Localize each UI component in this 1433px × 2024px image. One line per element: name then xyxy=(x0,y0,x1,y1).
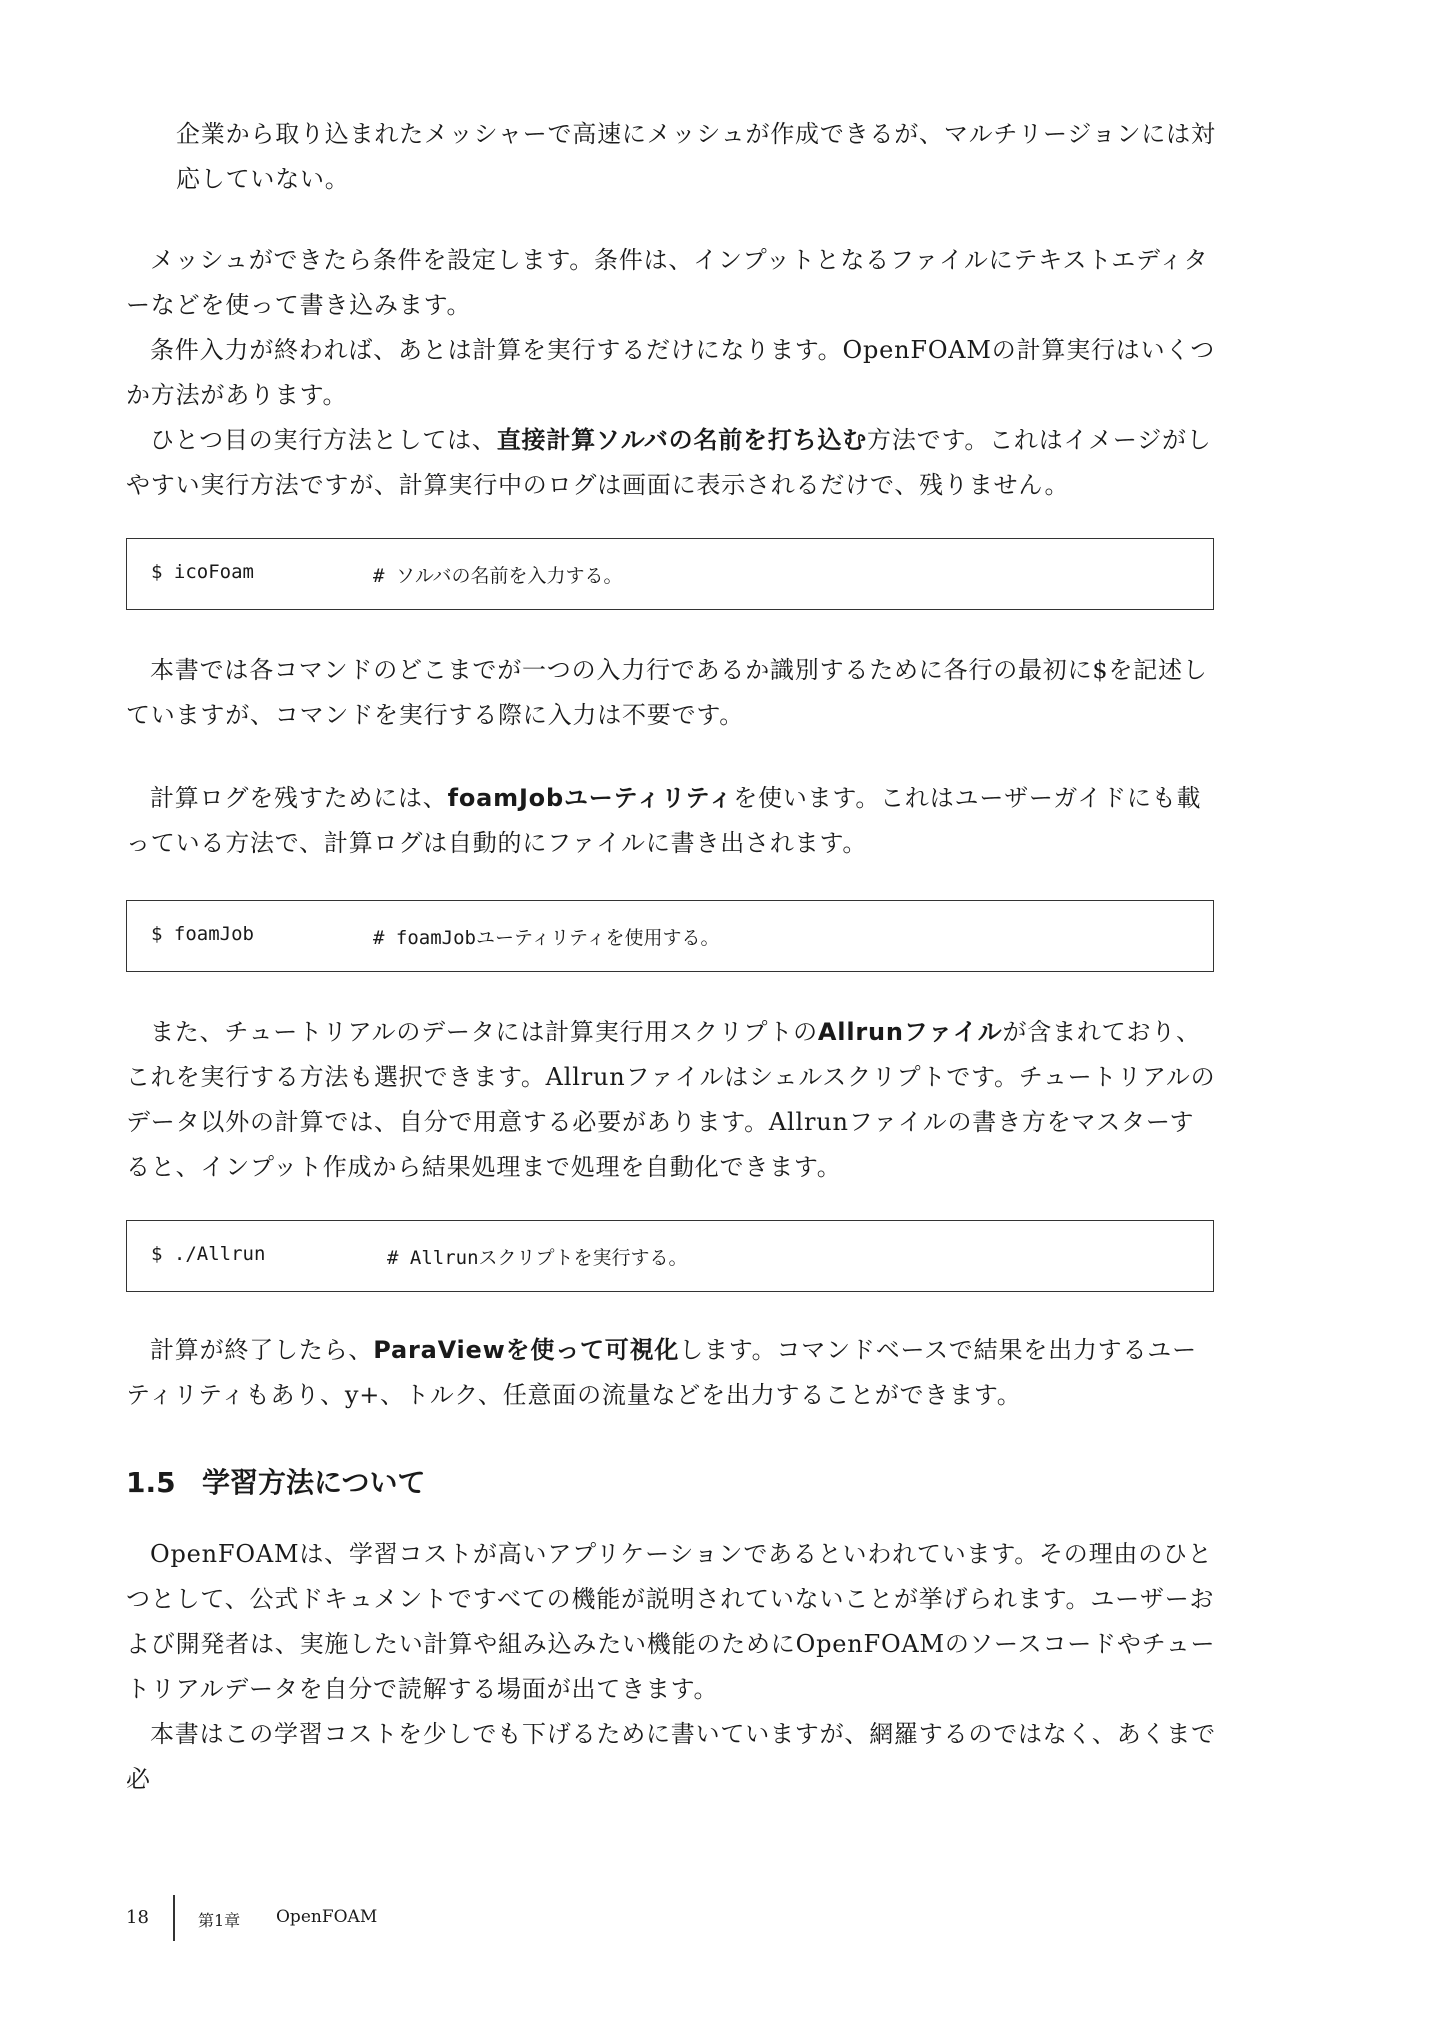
paragraph-text: 本書はこの学習コストを少しでも下げるために書いていますが、網羅するのではなく、あくまで必 xyxy=(126,1720,1216,1793)
paragraph-text: 方法です。これはイメージがしやすい実行方法ですが、計算実行中のログは画面に表示されるだけで、残りません。 xyxy=(126,426,1212,499)
paragraph-text: OpenFOAMは、学習コストが高いアプリケーションであるといわれています。その理由のひとつとして、公式ドキュメントですべての機能が説明されていないことが挙げられます。ユーザーおよび開発者は、実施したい計算や組み込みたい機能のためにOpenFOAMのソースコードやチュートリアルデータを自分で読解する場面が出てきます。 xyxy=(126,1540,1216,1703)
paragraph-text: ひとつ目の実行方法としては、 xyxy=(150,426,497,454)
paragraph-text: 企業から取り込まれたメッシャーで高速にメッシュが作成できるが、マルチリージョンには対応していない。 xyxy=(176,120,1216,193)
indented-paragraph xyxy=(176,112,1218,202)
paragraph-allrun xyxy=(126,1010,1218,1190)
code-comment: # foamJobユーティリティを使用する。 xyxy=(373,927,720,949)
paragraph-text: を使います。これはユーザーガイドにも載っている方法で、計算ログは自動的にファイルに書き出されます。 xyxy=(126,784,1202,857)
paragraph-text: します。コマンドベースで結果を出力するユーティリティもあり、y+、トルク、任意面の流量などを出力することができます。 xyxy=(126,1336,1197,1409)
paragraph-paraview xyxy=(126,1328,1218,1418)
code-block-allrun xyxy=(126,1220,1214,1292)
code-command: $ icoFoam xyxy=(151,561,254,583)
paragraph-direct-solver xyxy=(126,418,1218,508)
paragraph-text: 本書では各コマンドのどこまでが一つの入力行であるか識別するために各行の最初に$を記述していますが、コマンドを実行する際に入力は不要です。 xyxy=(126,656,1208,729)
paragraph-foamjob xyxy=(126,776,1218,866)
paragraph-mesh-conditions xyxy=(126,238,1218,328)
code-comment: # Allrunスクリプトを実行する。 xyxy=(387,1247,688,1269)
paragraph-text: 条件入力が終われば、あとは計算を実行するだけになります。OpenFOAMの計算実行はいくつか方法があります。 xyxy=(126,336,1216,409)
code-block-icofoam xyxy=(126,538,1214,610)
emphasis-text: Allrunファイル xyxy=(817,1018,1003,1046)
paragraph-dollar-note xyxy=(126,648,1218,738)
page-number: 18 xyxy=(126,1907,149,1928)
emphasis-text: 直接計算ソルバの名前を打ち込む xyxy=(496,426,868,454)
code-command: $ ./Allrun xyxy=(151,1243,266,1265)
paragraph-text: が含まれており、これを実行する方法も選択できます。Allrunファイルはシェルスクリプトです。チュートリアルのデータ以外の計算では、自分で用意する必要があります。Allrunファイルの書き方をマスターすると、インプット作成から結果処理まで処理を自動化できます。 xyxy=(126,1018,1216,1181)
paragraph-text: メッシュができたら条件を設定します。条件は、インプットとなるファイルにテキストエディターなどを使って書き込みます。 xyxy=(126,246,1209,319)
footer-divider xyxy=(173,1895,175,1941)
paragraph-execution-methods xyxy=(126,328,1218,418)
section-heading xyxy=(126,1463,425,1503)
paragraph-book-purpose xyxy=(126,1712,1218,1802)
paragraph-learning-cost xyxy=(126,1532,1218,1712)
emphasis-text: ParaViewを使って可視化 xyxy=(373,1336,680,1364)
paragraph-text: 計算ログを残すためには、 xyxy=(150,784,448,812)
code-block-foamjob xyxy=(126,900,1214,972)
footer-chapter: 第1章 xyxy=(198,1911,241,1930)
paragraph-text: また、チュートリアルのデータには計算実行用スクリプトの xyxy=(150,1018,818,1046)
section-number: 1.5 xyxy=(126,1466,176,1499)
emphasis-text: foamJobユーティリティ xyxy=(447,784,734,812)
footer-chapter-name: OpenFOAM xyxy=(276,1907,378,1927)
paragraph-text: 計算が終了したら、 xyxy=(150,1336,374,1364)
page-footer xyxy=(126,1895,726,1941)
code-comment: # ソルバの名前を入力する。 xyxy=(373,565,623,587)
code-command: $ foamJob xyxy=(151,923,254,945)
section-title: 学習方法について xyxy=(202,1466,426,1499)
